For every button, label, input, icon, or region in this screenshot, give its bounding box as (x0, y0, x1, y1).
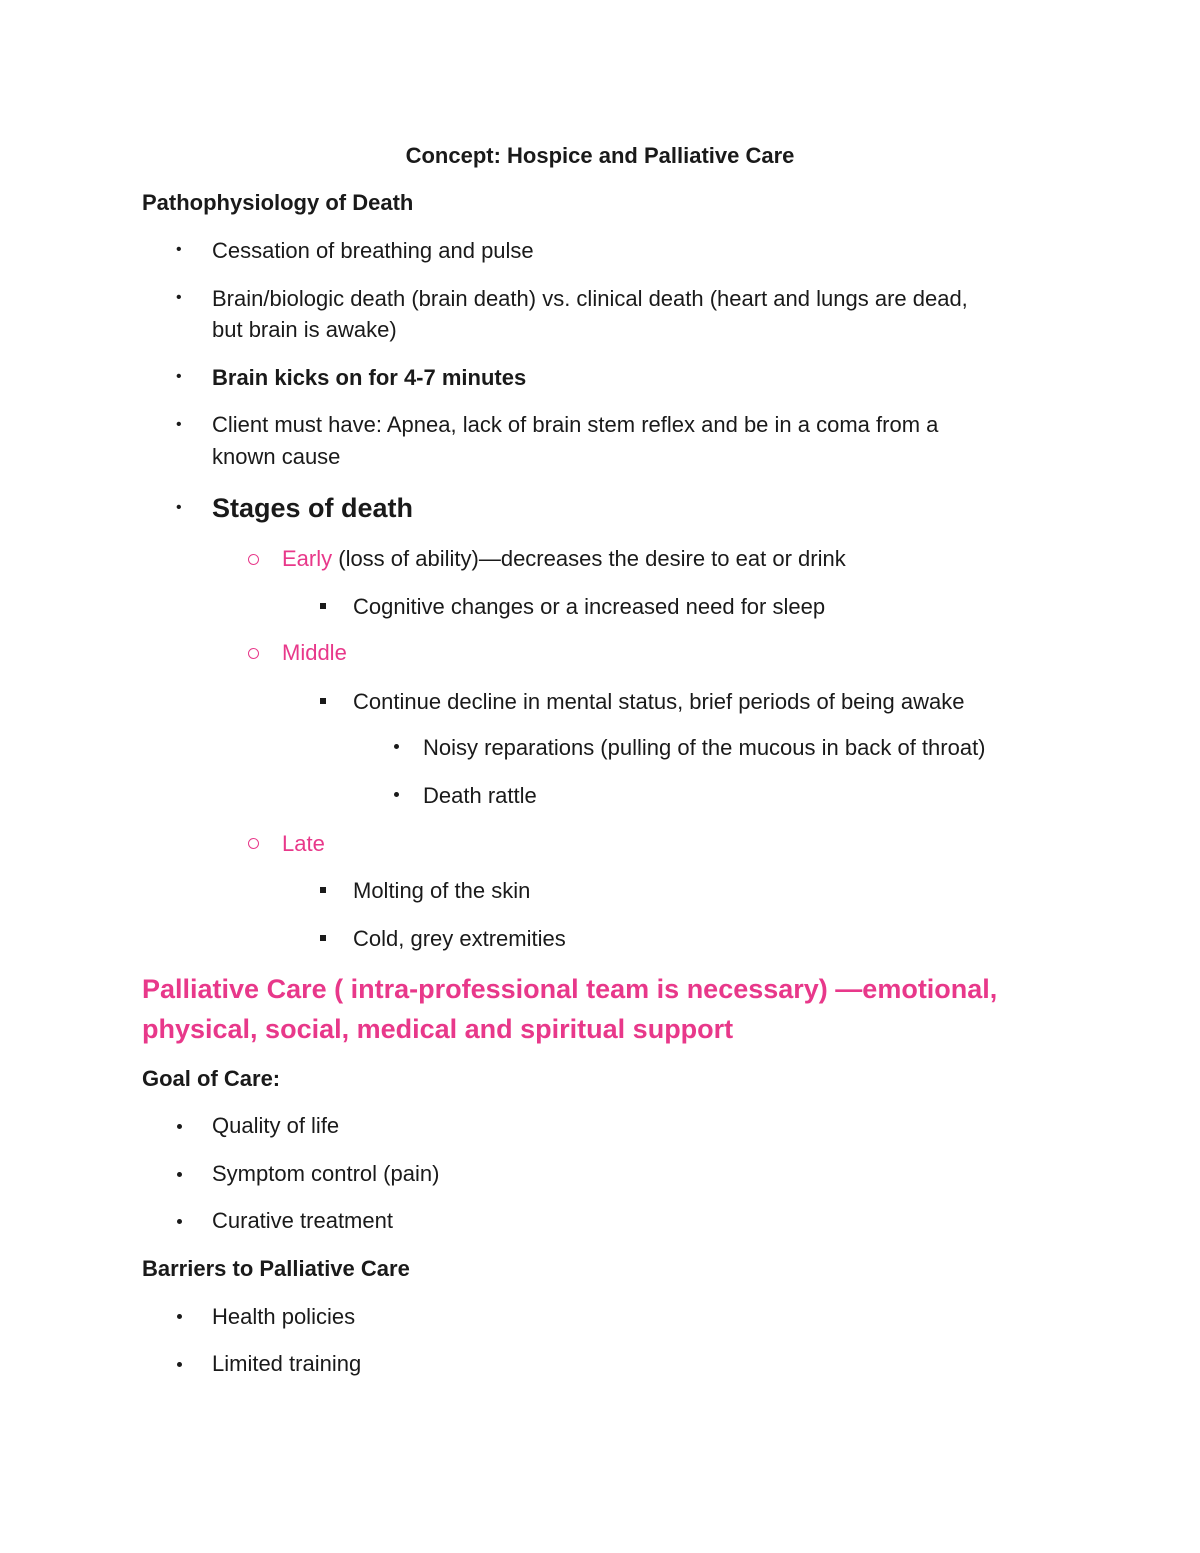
palliative-heading-line2: physical, social, medical and spiritual support (142, 1014, 734, 1044)
list-item: Noisy reparations (pulling of the mucous in back of throat) (423, 735, 986, 760)
small-bullet-icon (177, 1124, 182, 1129)
small-bullet-icon (177, 1219, 182, 1224)
list-item: Curative treatment (212, 1208, 393, 1233)
circle-bullet-icon (248, 838, 259, 849)
stage-early-label: Early (282, 546, 333, 571)
list-item: Cognitive changes or a increased need for sleep (353, 594, 826, 619)
section-heading-barriers: Barriers to Palliative Care (142, 1256, 410, 1281)
bullet-icon: • (176, 241, 182, 258)
stage-late-label: Late (282, 831, 325, 856)
small-bullet-icon (394, 792, 399, 797)
stage-early (282, 545, 846, 573)
stage-early-description: (loss of ability)—decreases the desire to eat or drink (332, 546, 846, 571)
bullet-icon: • (176, 289, 182, 306)
list-item: Quality of life (212, 1113, 340, 1138)
list-item-continuation: known cause (212, 444, 341, 469)
bullet-icon: • (176, 416, 182, 433)
list-item: Cessation of breathing and pulse (212, 238, 534, 263)
square-bullet-icon (320, 698, 326, 704)
list-item: Limited training (212, 1351, 362, 1376)
square-bullet-icon (320, 887, 326, 893)
list-item: Death rattle (423, 783, 537, 808)
bullet-icon: • (176, 368, 182, 385)
list-item: Client must have: Apnea, lack of brain stem reflex and be in a coma from a (212, 412, 939, 437)
circle-bullet-icon (248, 648, 259, 659)
section-heading-pathophysiology: Pathophysiology of Death (142, 190, 414, 215)
list-item: Brain/biologic death (brain death) vs. clinical death (heart and lungs are dead, (212, 286, 968, 311)
list-item: Health policies (212, 1304, 356, 1329)
small-bullet-icon (177, 1172, 182, 1177)
stage-middle-label: Middle (282, 640, 347, 665)
small-bullet-icon (177, 1362, 182, 1367)
small-bullet-icon (177, 1314, 182, 1319)
list-item-continuation: but brain is awake) (212, 317, 397, 342)
stages-heading: Stages of death (212, 493, 414, 523)
list-item-bold: Brain kicks on for 4-7 minutes (212, 365, 527, 390)
square-bullet-icon (320, 603, 326, 609)
list-item: Continue decline in mental status, brief periods of being awake (353, 689, 965, 714)
list-item: Cold, grey extremities (353, 926, 566, 951)
circle-bullet-icon (248, 554, 259, 565)
section-heading-goal: Goal of Care: (142, 1066, 281, 1091)
list-item: Symptom control (pain) (212, 1161, 440, 1186)
palliative-heading-line1: Palliative Care ( intra-professional team is necessary) —emotional, (142, 974, 998, 1004)
bullet-icon: • (176, 499, 182, 516)
page-title: Concept: Hospice and Palliative Care (405, 143, 795, 168)
square-bullet-icon (320, 935, 326, 941)
list-item: Molting of the skin (353, 878, 531, 903)
small-bullet-icon (394, 744, 399, 749)
